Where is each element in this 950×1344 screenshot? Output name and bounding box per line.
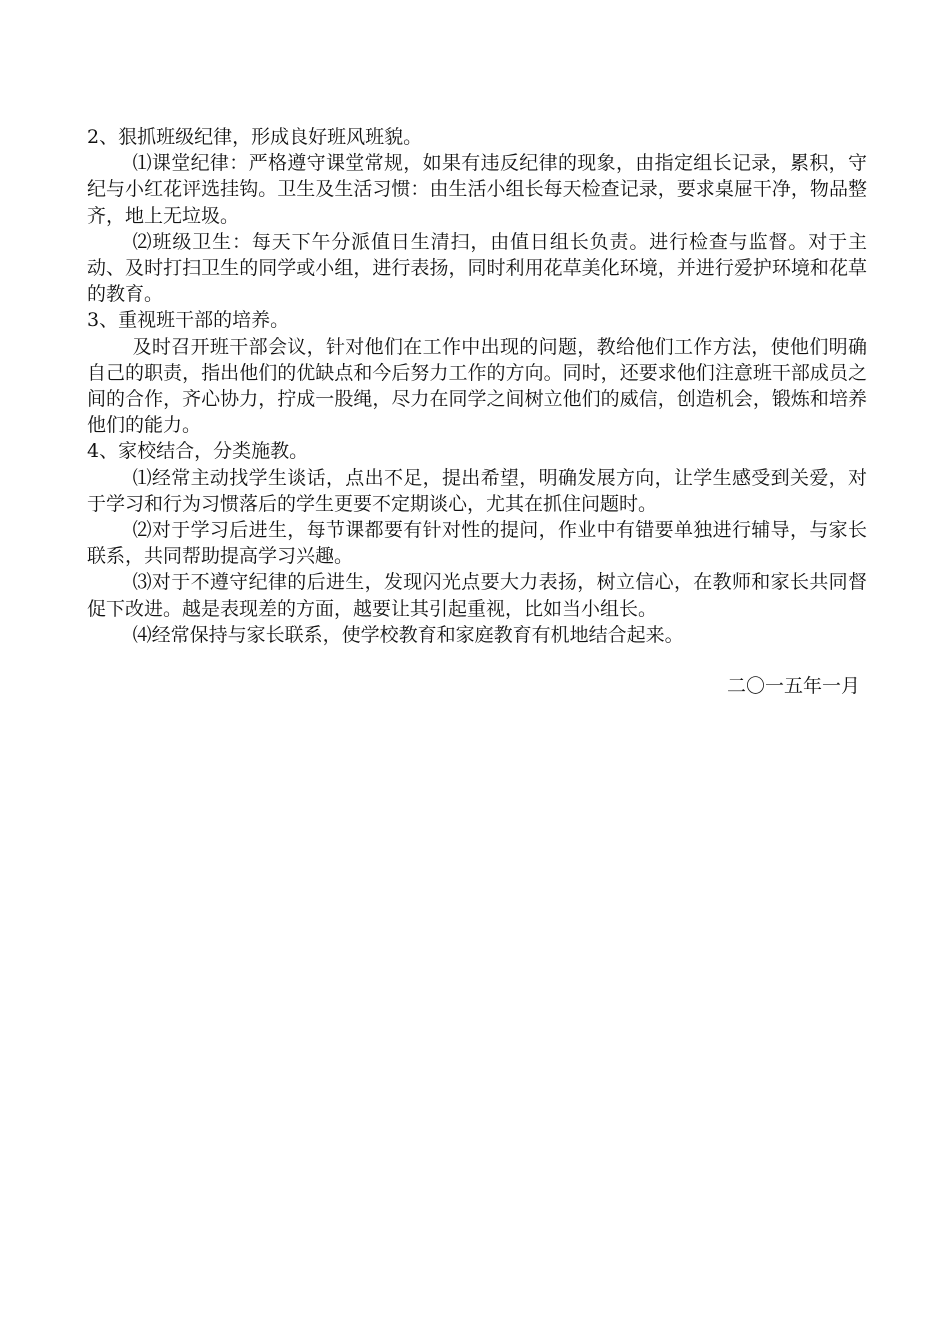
document-date: 二〇一五年一月: [726, 675, 860, 697]
paragraph-parent-contact: ⑷经常保持与家长联系，使学校教育和家庭教育有机地结合起来。: [132, 623, 684, 646]
paragraph-class-cadre: 及时召开班干部会议，针对他们在工作中出现的问题，教给他们工作方法，使他们明确自己的职责，指出他们的优缺点和今后努力工作的方向。同时，还要求他们注意班干部成员之间的合作，齐心协力，拧成一股绳，尽力在同学之间树立他们的威信，创造机会，锻炼和培养他们的能力。: [87, 335, 867, 437]
paragraph-talk-with-students: ⑴经常主动找学生谈话，点出不足，提出希望，明确发展方向，让学生感受到关爱，对于学习和行为习惯落后的学生更要不定期谈心，尤其在抓住问题时。: [87, 466, 867, 515]
section-heading-2: 2、狠抓班级纪律，形成良好班风班貌。: [87, 126, 423, 148]
paragraph-discipline-students: ⑶对于不遵守纪律的后进生，发现闪光点要大力表扬，树立信心，在教师和家长共同督促下改进。越是表现差的方面，越要让其引起重视，比如当小组长。: [87, 571, 867, 620]
paragraph-struggling-learners: ⑵对于学习后进生，每节课都要有针对性的提问，作业中有错要单独进行辅导，与家长联系，共同帮助提高学习兴趣。: [87, 519, 867, 568]
paragraph-class-hygiene: ⑵班级卫生：每天下午分派值日生清扫，由值日组长负责。进行检查与监督。对于主动、及时打扫卫生的同学或小组，进行表扬，同时利用花草美化环境，并进行爱护环境和花草的教育。: [87, 230, 867, 306]
paragraph-classroom-discipline: ⑴课堂纪律：严格遵守课堂常规，如果有违反纪律的现象，由指定组长记录，累积，守纪与小红花评选挂钩。卫生及生活习惯：由生活小组长每天检查记录，要求桌屉干净，物品整齐，地上无垃圾。: [87, 152, 867, 227]
section-heading-4: 4、家校结合，分类施教。: [87, 440, 309, 463]
document-body: [87, 124, 867, 648]
section-heading-3: 3、重视班干部的培养。: [87, 309, 290, 332]
